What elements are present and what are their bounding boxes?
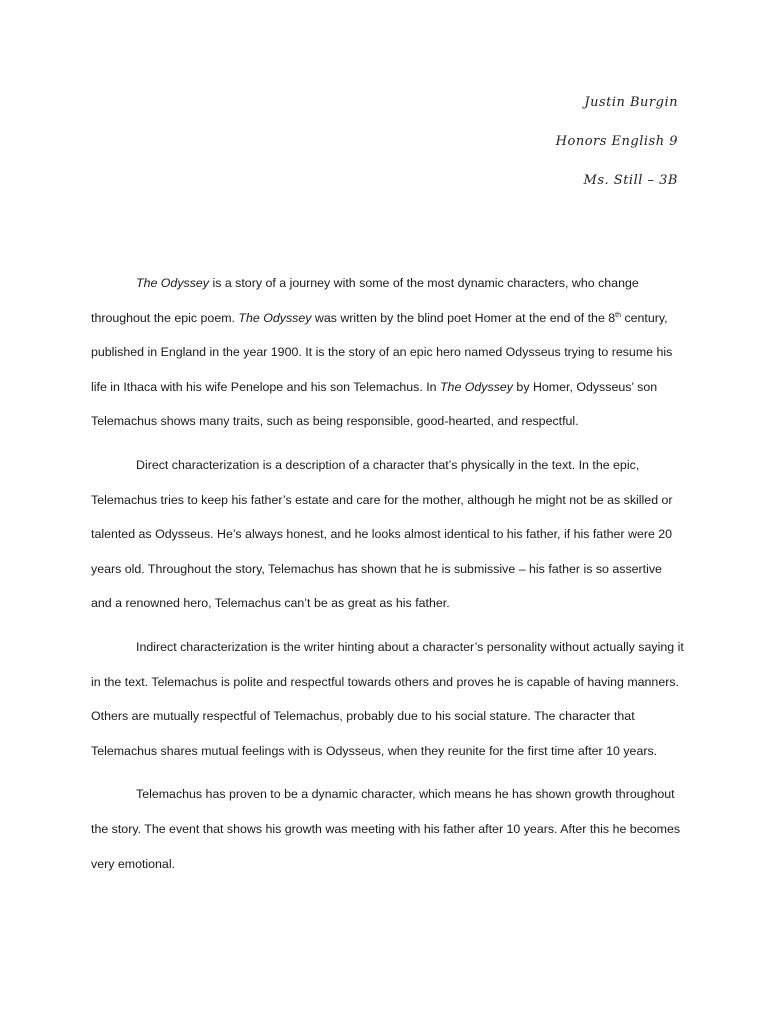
paragraph-text: by Homer, Odysseus’ son Telemachus shows many traits, such as being responsible, good-hearted, and respectful. xyxy=(91,379,658,429)
paragraph-text: was written by the blind poet Homer at the end of the 8 xyxy=(311,310,616,325)
course-name: Honors English 9 xyxy=(555,134,678,149)
book-title-italic: The Odyssey xyxy=(238,310,312,325)
book-title-italic: The Odyssey xyxy=(439,379,513,394)
paragraph-3 xyxy=(91,630,686,768)
paragraph-2 xyxy=(91,448,686,621)
author-name: Justin Burgin xyxy=(584,95,678,110)
book-title-italic: The Odyssey xyxy=(136,276,209,290)
paragraph-1 xyxy=(91,266,686,439)
paragraph-text: Direct characterization is a description of a character that’s physically in the text. In the epic, Telemachus tries to keep his father’s estate and care for the mother, although he might not be as skilled or talented as Odysseus. He’s always honest, and he looks almost identical to his father, if his father were 20 years old. Throughout the story, Telemachus has shown that he is submissive – his father is so assertive and a renowned hero, Telemachus can’t be as great as his father. xyxy=(91,457,673,611)
header-block xyxy=(556,95,678,212)
paragraph-text: is a story of a journey with some of the most dynamic characters, who change throughout the epic poem. xyxy=(91,276,639,325)
paragraph-4 xyxy=(91,777,686,881)
paragraph-text: Telemachus has proven to be a dynamic character, which means he has shown growth throughout the story. The event that shows his growth was meeting with his father after 10 years. After this he becomes very emotional. xyxy=(91,787,681,871)
paragraph-text: Indirect characterization is the writer hinting about a character’s personality without actually saying it in the text. Telemachus is polite and respectful towards others and proves he is capable of having manners. Others are mutually respectful of Telemachus, probably due to his social stature. The character that Telemachus shares mutual feelings with is Odysseus, when they reunite for the first time after 10 years. xyxy=(91,639,684,758)
essay-body xyxy=(91,266,686,890)
ordinal-superscript: th xyxy=(615,311,622,319)
teacher-period: Ms. Still – 3B xyxy=(583,173,678,188)
paragraph-text: century, published in England in the year 1900. It is the story of an epic hero named Odysseus trying to resume his life in Ithaca with his wife Penelope and his son Telemachus. In xyxy=(91,310,673,394)
